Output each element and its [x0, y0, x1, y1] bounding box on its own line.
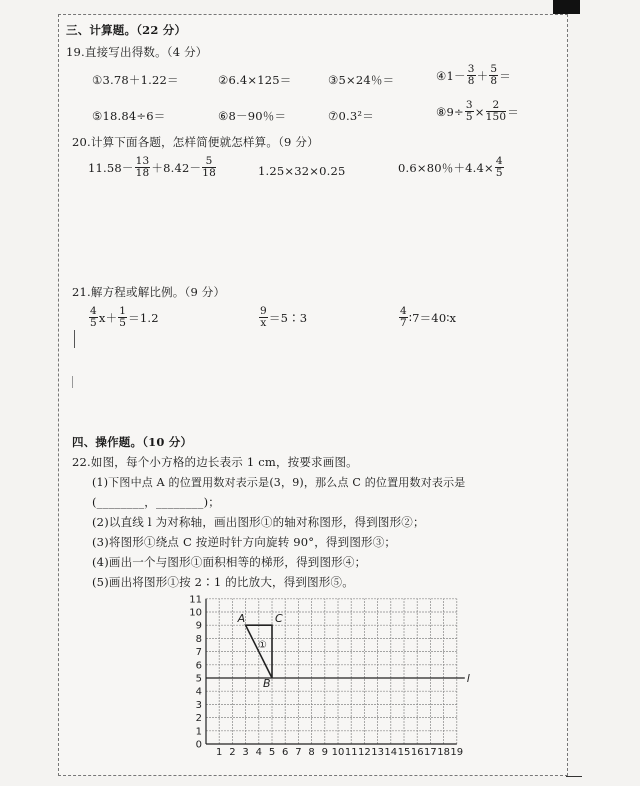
x-tick-label: 7 — [295, 747, 302, 758]
y-tick-label: 2 — [195, 713, 202, 725]
x-tick-label: 16 — [410, 747, 424, 758]
section-3-title: 三、计算题。（22 分） — [66, 23, 187, 37]
q20-title: 20.计算下面各题，怎样简便就怎样算。（9 分） — [72, 135, 319, 149]
fraction: $\frac{5}{8}$ — [490, 63, 498, 87]
q21-eq-2: $\frac{9}{x}$ ＝5∶3 — [260, 305, 308, 329]
x-tick-label: 5 — [268, 747, 276, 758]
q22-title: 22.如图，每个小方格的边长表示 1 cm，按要求画图。 — [72, 455, 358, 469]
q22-part-1-answer: (________，________)； — [92, 495, 220, 509]
x-tick-label: 6 — [282, 747, 289, 758]
q22-part-1: (1)下图中点 A 的位置用数对表示是(3，9)，那么点 C 的位置用数对表示是 — [92, 476, 466, 489]
grid-svg — [180, 588, 470, 758]
fraction: $\frac{1}{5}$ — [119, 305, 127, 329]
fraction: $\frac{9}{x}$ — [260, 305, 267, 329]
shape-1-label: ① — [258, 640, 267, 651]
q19-item-1: ①3.78＋1.22＝ — [92, 73, 179, 87]
x-tick-label: 2 — [229, 747, 236, 758]
x-tick-label: 14 — [384, 747, 398, 758]
x-tick-label: 9 — [321, 747, 328, 758]
y-tick-label: 4 — [195, 686, 202, 698]
q19-title: 19.直接写出得数。（4 分） — [66, 45, 208, 59]
x-tick-label: 12 — [358, 747, 371, 758]
margin-mark — [74, 330, 75, 348]
q21-eq-1: $\frac{4}{5}$ x＋ $\frac{1}{5}$ ＝1.2 — [90, 305, 159, 329]
fraction: $\frac{4}{7}$ — [400, 305, 407, 329]
fraction: $\frac{2}{150}$ — [485, 99, 507, 123]
fraction: $\frac{3}{5}$ — [465, 99, 473, 123]
q22-part-3: (3)将图形①绕点 C 按逆时针方向旋转 90°，得到图形③； — [92, 535, 397, 549]
fraction: $\frac{5}{18}$ — [202, 155, 216, 179]
q21-title: 21.解方程或解比例。（9 分） — [72, 285, 226, 299]
y-tick-label: 3 — [195, 699, 202, 711]
y-tick-label: 7 — [195, 647, 202, 659]
y-tick-label: 8 — [195, 633, 202, 645]
q19-item-2: ②6.4×125＝ — [218, 73, 292, 87]
fraction: $\frac{4}{5}$ — [90, 305, 97, 329]
x-tick-label: 19 — [450, 747, 464, 758]
point-b-label: B — [263, 677, 271, 690]
x-tick-label: 18 — [437, 747, 450, 758]
x-tick-label: 10 — [331, 747, 345, 758]
y-tick-label: 11 — [189, 594, 202, 606]
x-tick-label: 8 — [308, 747, 315, 758]
q19-item-7: ⑦0.3²＝ — [328, 109, 374, 123]
section-4-title: 四、操作题。（10 分） — [72, 435, 193, 449]
y-tick-label: 6 — [195, 660, 202, 672]
point-a-label: A — [237, 612, 246, 626]
q20-expr-1: 11.58－ $\frac{13}{18}$ ＋8.42－ $\frac{5}{18}$ — [88, 155, 216, 179]
q21-eq-3: $\frac{4}{7}$ ∶7＝40∶x — [400, 305, 457, 329]
y-tick-label: 9 — [195, 620, 202, 632]
coordinate-grid — [180, 588, 470, 760]
fraction: $\frac{3}{8}$ — [467, 63, 475, 87]
q20-expr-2: 1.25×32×0.25 — [258, 164, 346, 178]
line-l-label: l — [466, 672, 470, 685]
q19-item-4: ④1－ $\frac{3}{8}$ ＋ $\frac{5}{8}$ ＝ — [436, 63, 511, 87]
fraction: $\frac{13}{18}$ — [135, 155, 150, 179]
q19-item-6: ⑥8－90％＝ — [218, 109, 287, 123]
x-tick-label: 1 — [216, 747, 223, 758]
q19-item-5: ⑤18.84÷6＝ — [92, 109, 166, 123]
y-tick-label: 0 — [195, 739, 202, 751]
q22-part-2: (2)以直线 l 为对称轴，画出图形①的轴对称图形，得到图形②； — [92, 515, 425, 529]
q22-part-5: (5)画出将图形①按 2∶1 的比放大，得到图形⑤。 — [92, 575, 354, 589]
margin-mark — [72, 376, 73, 388]
x-tick-label: 17 — [424, 747, 437, 758]
corner-line — [566, 776, 582, 777]
x-tick-label: 13 — [371, 747, 384, 758]
x-tick-label: 11 — [344, 747, 358, 758]
q19-item-8: ⑧9÷ $\frac{3}{5}$ × $\frac{2}{150}$ ＝ — [436, 99, 519, 123]
point-c-label: C — [275, 612, 283, 626]
x-tick-label: 3 — [242, 747, 249, 758]
y-tick-label: 1 — [195, 726, 202, 738]
fraction: $\frac{4}{5}$ — [495, 155, 503, 179]
q22-part-4: (4)画出一个与图形①面积相等的梯形，得到图形④； — [92, 555, 367, 569]
y-tick-label: 10 — [189, 607, 202, 619]
q19-item-3: ③5×24％＝ — [328, 73, 395, 87]
q20-expr-3: 0.6×80％＋4.4× $\frac{4}{5}$ — [398, 155, 503, 179]
x-tick-label: 15 — [397, 747, 411, 758]
y-tick-label: 5 — [195, 673, 202, 685]
x-tick-label: 4 — [255, 747, 262, 758]
